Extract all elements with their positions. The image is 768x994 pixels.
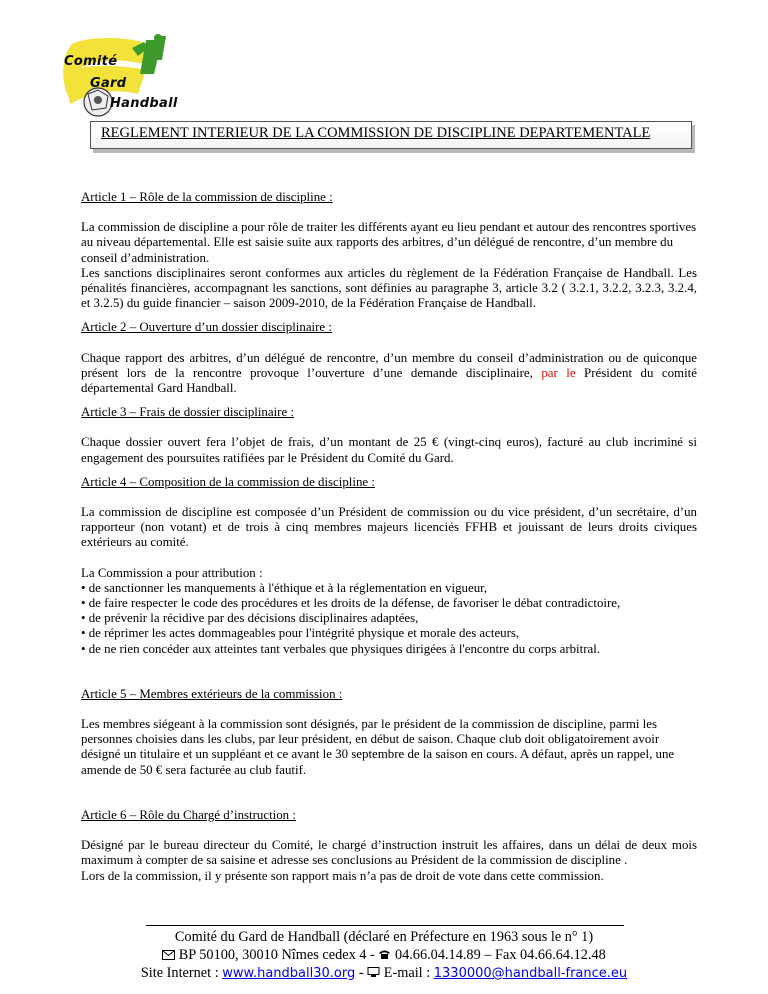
article1-paragraph2: Les sanctions disciplinaires seront conformes aux articles du règlement de la Fédération Française de Handball. Les pénalités financières, accompagnant les sanctions, sont définies au paragraphe 3, article 3.2 ( 3.2.1, 3.2.2, 3.2.3, 3.2.4, et 3.2.5) du guide financier – saison 2009-2010, de la Fédération Française de Handball. <box>81 265 697 311</box>
article2-text <box>81 351 697 397</box>
article5-heading: Article 5 – Membres extérieurs de la commission : <box>81 686 343 701</box>
attribution-intro: La Commission a pour attribution : <box>81 565 263 580</box>
email-link[interactable]: 1330000@handball-france.eu <box>433 966 628 981</box>
comite-gard-logo <box>58 34 188 122</box>
list-item: • de réprimer les actes dommageables pour l'intégrité physique et morale des acteurs, <box>81 626 520 641</box>
article2-heading: Article 2 – Ouverture d’un dossier disciplinaire : <box>81 320 332 335</box>
list-item: • de sanctionner les manquements à l'éthique et à la réglementation en vigueur, <box>81 580 488 595</box>
logo-text-comite: Comité <box>64 54 118 69</box>
article4-heading: Article 4 – Composition de la commission de discipline : <box>81 474 375 489</box>
article1-paragraph1: La commission de discipline a pour rôle de traiter les différents ayant eu lieu pendant et autour des rencontres sportives au niveau départemental. Elle est saisie suite aux rapports des arbitres, d’un délégué de rencontre, d’un membre du conseil d’administration. <box>81 220 697 265</box>
article4-text: La commission de discipline est composée d’un Président de commission ou du vice président, d’un secrétaire, d’un rapporteur (non votant) et de trois à cinq membres majeurs licenciés FFHB et jouissant de leurs droits civiques extérieurs au comité. <box>81 505 697 550</box>
document-title: REGLEMENT INTERIEUR DE LA COMMISSION DE DISCIPLINE DEPARTEMENTALE <box>101 125 651 141</box>
footer-phone: 04.66.04.14.89 – Fax 04.66.64.12.48 <box>394 947 606 963</box>
footer-divider <box>146 925 624 926</box>
attribution-list <box>81 581 697 657</box>
list-item: • de faire respecter le code des procédures et les droits de la défense, de favoriser le débat contradictoire, <box>81 596 621 611</box>
footer-address: BP 50100, 30010 Nîmes cedex 4 - <box>178 947 375 963</box>
article3-heading: Article 3 – Frais de dossier disciplinaire : <box>81 405 295 420</box>
article6-paragraph2: Lors de la commission, il y présente son rapport mais n’a pas de droit de vote dans cette commission. <box>81 868 604 883</box>
article3-text: Chaque dossier ouvert fera l’objet de frais, d’un montant de 25 € (vingt-cinq euros), facturé au club incriminé si engagement des poursuites ratifiées par le Président du Comité du Gard. <box>81 435 697 465</box>
article1-heading: Article 1 – Rôle de la commission de discipline : <box>81 190 333 204</box>
article6-paragraph1: Désigné par le bureau directeur du Comité, le chargé d’instruction instruit les affaires, dans un délai de deux mois maximum à compter de sa saisine et adresse ses conclusions au Président de la commission de discipline . <box>81 838 697 868</box>
footer-contact-line <box>0 947 768 965</box>
footer-email-label: E-mail : <box>383 965 431 981</box>
document-body <box>81 190 697 884</box>
footer-separator: - <box>358 965 364 981</box>
website-link[interactable]: www.handball30.org <box>222 966 356 981</box>
envelope-icon <box>162 948 175 965</box>
footer-line1: Comité du Gard de Handball (déclaré en Préfecture en 1963 sous le n° 1) <box>174 929 594 945</box>
article2-text-highlight: par le <box>541 365 576 380</box>
article6-heading: Article 6 – Rôle du Chargé d’instruction : <box>81 807 296 822</box>
article2-text-start: Chaque rapport des arbitres, d’un délégué de rencontre, d’un membre du conseil d’administration ou de quiconque présent lors de la rencontre provoque l’ouverture d’une demande disciplinaire, <box>81 350 697 380</box>
article2-text-end: Président du comité départemental Gard Handball. <box>81 365 697 396</box>
article5-text: Les membres siégeant à la commission sont désignés, par le président de la commission de discipline, parmi les personnes choisies dans les clubs, par leur président, en début de saison. Chaque club doit obligatoirement avoir désigné un titulaire et un suppléant et ce avant le 30 septembre de la saison en cours. A défaut, après un rappel, une amende de 50 € sera facturée au club fautif. <box>81 717 675 777</box>
list-item: • de ne rien concéder aux atteintes tant verbales que physiques dirigées à l'encontre du corps arbitral. <box>81 641 601 656</box>
title-box <box>90 121 692 149</box>
logo-text-gard: Gard <box>90 76 127 91</box>
computer-icon <box>367 966 380 983</box>
footer-site-label: Site Internet : <box>140 965 219 981</box>
footer-web-line <box>0 965 768 983</box>
logo-text-handball: Handball <box>110 96 178 111</box>
telephone-icon <box>378 948 391 965</box>
list-item: • de prévenir la récidive par des décisions disciplinaires adaptées, <box>81 611 419 626</box>
